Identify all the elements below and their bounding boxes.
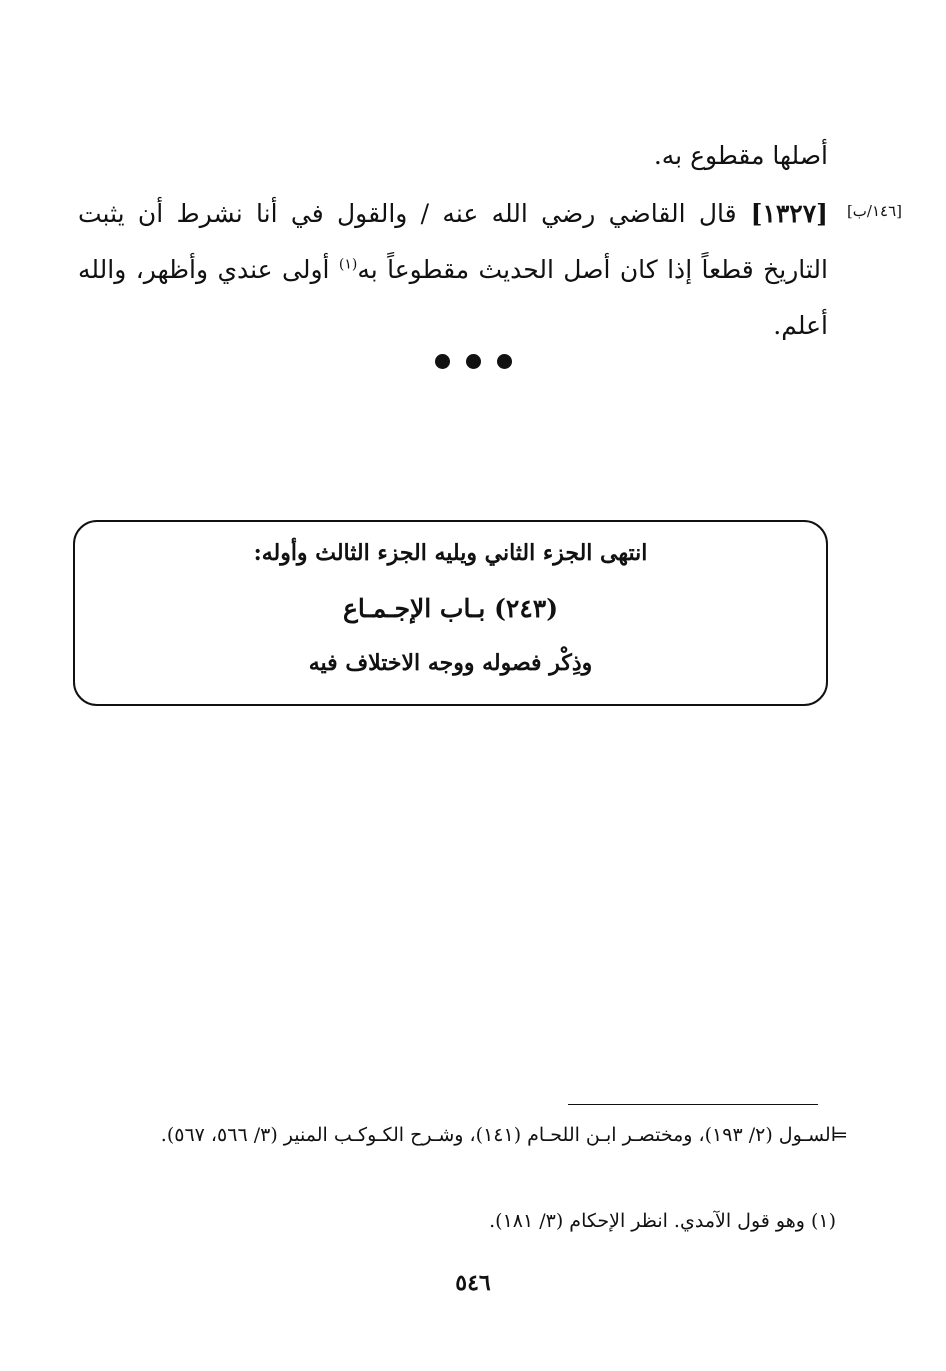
first-line-text: أصلها مقطوع به. bbox=[653, 141, 828, 170]
paragraph-text-a: قال القاضي رضي الله عنه / والقول في أنا نشرط أن يثبت التاريخ قطعاً إذا كان أصل الحديث مقطوعاً به bbox=[78, 199, 828, 284]
main-paragraph bbox=[78, 186, 828, 354]
footnote-marker: (١) bbox=[338, 256, 358, 273]
footnote-continuation-mark: = bbox=[832, 1124, 848, 1146]
separator-dot-icon bbox=[435, 354, 450, 369]
section-separator bbox=[0, 354, 946, 369]
paragraph-text-b: أولى عندي وأظهر، والله أعلم. bbox=[78, 255, 828, 340]
first-line bbox=[78, 128, 828, 184]
separator-dot-icon bbox=[497, 354, 512, 369]
end-box-line-2: (٢٤٣) بـاب الإجـمـاع bbox=[342, 594, 559, 623]
footnote-1 bbox=[86, 1200, 836, 1242]
end-box-line-1: انتهى الجزء الثاني ويليه الجزء الثالث وأوله: bbox=[253, 540, 648, 566]
footnote-continuation-text: السـول (٢/ ١٩٣)، ومختصـر ابـن اللحـام (١٤١)، وشـرح الكـوكـب المنير (٣/ ٥٦٦، ٥٦٧). bbox=[160, 1124, 836, 1146]
end-of-volume-box bbox=[73, 520, 828, 706]
margin-reference: [١٤٦/ب] bbox=[846, 202, 902, 220]
end-box-line-3: وذِكْر فصوله ووجه الاختلاف فيه bbox=[308, 650, 593, 676]
footnote-continuation bbox=[86, 1114, 836, 1156]
paragraph-number: [١٣٢٧] bbox=[750, 199, 828, 228]
page-number: ٥٤٦ bbox=[455, 1270, 491, 1296]
footnote-separator-rule bbox=[568, 1104, 818, 1105]
separator-dot-icon bbox=[466, 354, 481, 369]
footnote-1-text: (١) وهو قول الآمدي. انظر الإحكام (٣/ ١٨١). bbox=[489, 1210, 836, 1232]
